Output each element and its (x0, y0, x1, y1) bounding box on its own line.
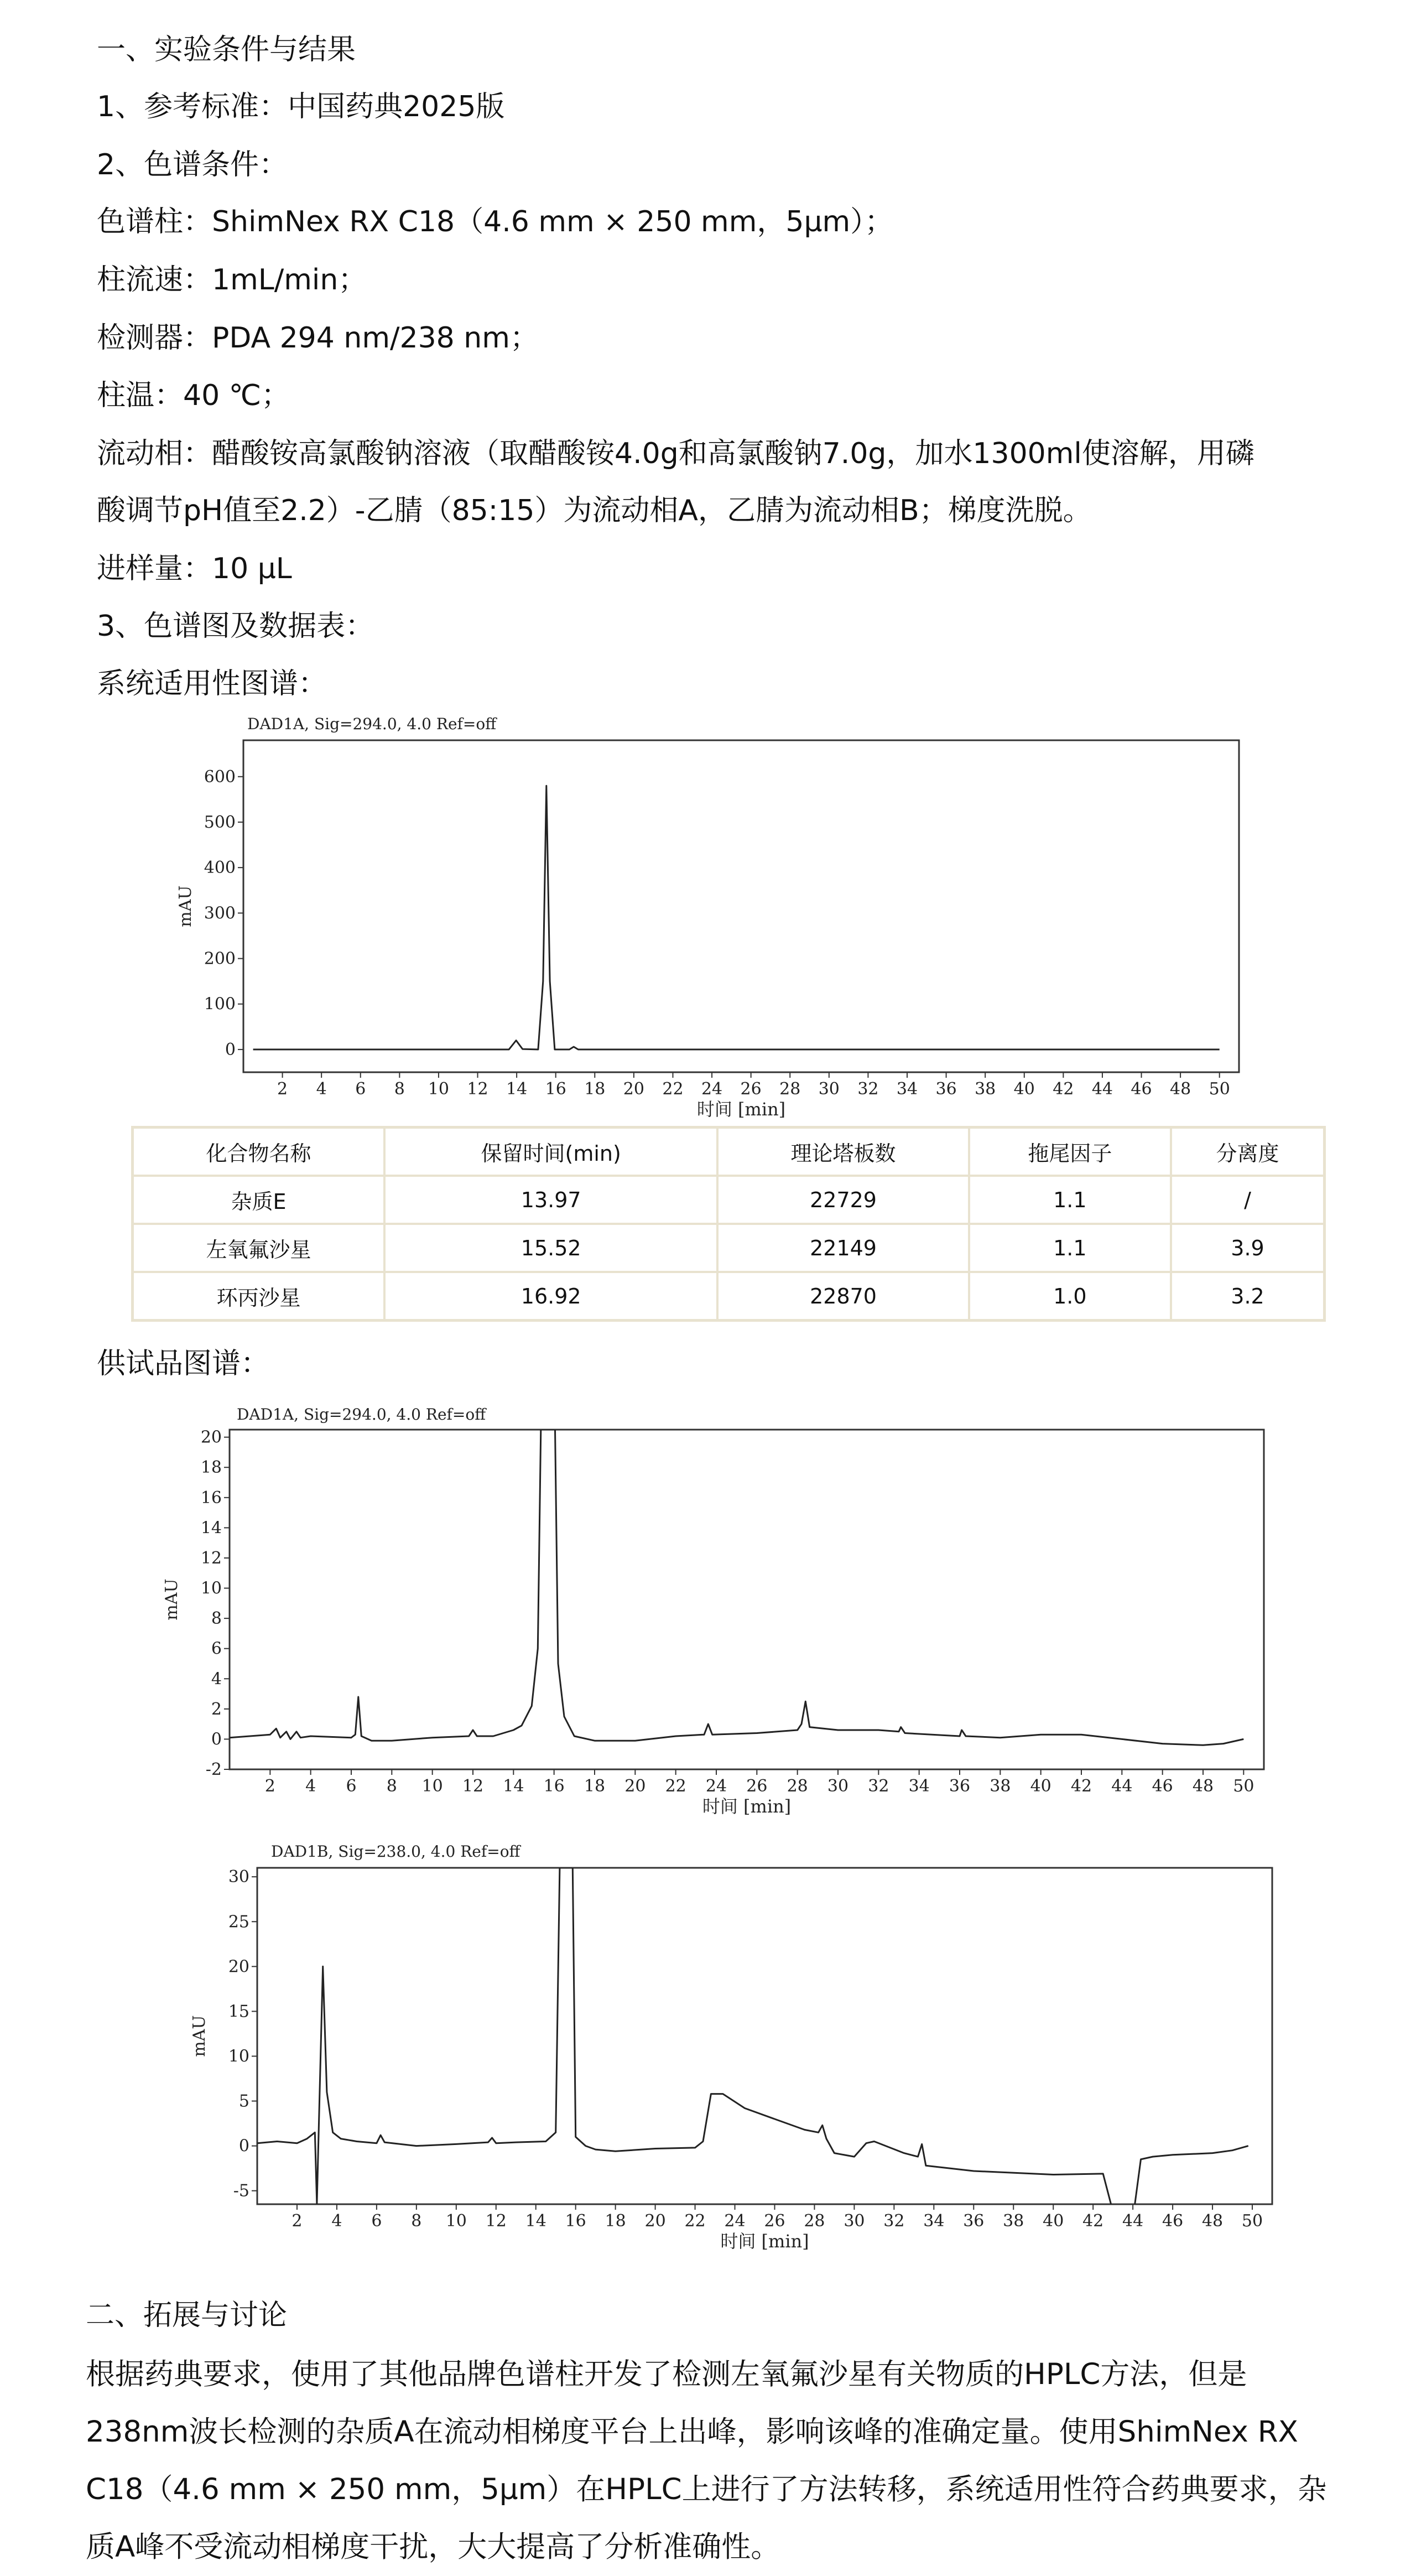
plot-frame (243, 740, 1239, 1072)
sample-title: 供试品图谱： (97, 1347, 270, 1380)
section2-title: 二、拓展与讨论 (86, 2299, 288, 2332)
table-cell: 3.9 (1171, 1224, 1325, 1272)
y-tick-label: 200 (204, 949, 236, 969)
x-tick-label: 24 (705, 1777, 727, 1796)
chart1-suitability (166, 736, 1250, 1134)
table-cell: 1.1 (969, 1176, 1171, 1224)
table-cell: 左氧氟沙星 (133, 1224, 384, 1272)
x-tick-label: 14 (525, 2211, 546, 2231)
series-line (230, 1430, 1243, 1745)
table-row (133, 1224, 1325, 1272)
x-tick-label: 6 (346, 1777, 357, 1796)
x-tick-label: 8 (394, 1079, 405, 1099)
column-temp: 柱温：40 ℃； (97, 379, 290, 412)
x-tick-label: 26 (746, 1777, 768, 1796)
table-cell: 22149 (717, 1224, 969, 1272)
table-header-cell: 拖尾因子 (969, 1128, 1171, 1176)
x-tick-label: 32 (868, 1777, 889, 1796)
x-tick-label: 44 (1091, 1079, 1113, 1099)
x-tick-label: 46 (1152, 1777, 1173, 1796)
y-tick-label: 20 (228, 1957, 249, 1977)
table-cell: 13.97 (384, 1176, 717, 1224)
x-tick-label: 38 (990, 1777, 1011, 1796)
x-tick-label: 10 (428, 1079, 450, 1099)
y-tick-label: 14 (200, 1518, 222, 1538)
plot-frame (230, 1430, 1264, 1769)
injection-volume: 进样量：10 μL (97, 552, 292, 585)
x-tick-label: 34 (896, 1079, 918, 1099)
x-tick-label: 32 (857, 1079, 879, 1099)
chart3-sample-238nm (183, 1865, 1283, 2268)
conditions-title: 2、色谱条件： (97, 148, 288, 181)
table-cell: 22870 (717, 1272, 969, 1321)
x-tick-label: 10 (421, 1777, 443, 1796)
x-tick-label: 4 (316, 1079, 327, 1099)
x-tick-label: 8 (411, 2211, 422, 2231)
data-table (131, 1126, 1326, 1322)
x-axis-label: 时间 [min] (696, 1099, 786, 1120)
table-cell: 1.1 (969, 1224, 1171, 1272)
x-tick-label: 8 (386, 1777, 397, 1796)
x-tick-label: 40 (1013, 1079, 1035, 1099)
x-tick-label: 50 (1209, 1079, 1230, 1099)
x-tick-label: 2 (264, 1777, 275, 1796)
x-tick-label: 22 (665, 1777, 686, 1796)
y-tick-label: 18 (200, 1458, 222, 1478)
x-tick-label: 12 (462, 1777, 484, 1796)
x-tick-label: 12 (467, 1079, 488, 1099)
y-axis-label: mAU (162, 1578, 181, 1621)
x-tick-label: 22 (684, 2211, 706, 2231)
series-line (1135, 2146, 1248, 2204)
x-tick-label: 24 (701, 1079, 723, 1099)
x-tick-label: 26 (764, 2211, 785, 2231)
table-row (133, 1272, 1325, 1321)
chart3-title: DAD1B, Sig=238.0, 4.0 Ref=off (271, 1842, 520, 1861)
x-tick-label: 48 (1192, 1777, 1214, 1796)
suitability-title: 系统适用性图谱： (97, 667, 327, 700)
y-tick-label: 12 (200, 1548, 222, 1568)
table-header-cell: 分离度 (1171, 1128, 1325, 1176)
x-tick-label: 30 (818, 1079, 840, 1099)
x-tick-label: 32 (883, 2211, 905, 2231)
series-line (253, 786, 1220, 1050)
x-tick-label: 30 (827, 1777, 849, 1796)
y-tick-label: 600 (204, 767, 236, 787)
table-cell: 15.52 (384, 1224, 717, 1272)
x-tick-label: 44 (1122, 2211, 1144, 2231)
table-cell: 1.0 (969, 1272, 1171, 1321)
x-tick-label: 28 (804, 2211, 825, 2231)
table-cell: 22729 (717, 1176, 969, 1224)
table-header-row (133, 1128, 1325, 1176)
y-tick-label: 10 (228, 2047, 249, 2066)
x-tick-label: 2 (291, 2211, 303, 2231)
x-tick-label: 42 (1070, 1777, 1092, 1796)
y-tick-label: -2 (205, 1760, 222, 1779)
y-tick-label: 30 (228, 1867, 249, 1887)
y-tick-label: 16 (200, 1488, 222, 1508)
x-tick-label: 18 (605, 2211, 626, 2231)
x-tick-label: 24 (724, 2211, 746, 2231)
x-tick-label: 6 (355, 1079, 366, 1099)
x-tick-label: 36 (949, 1777, 971, 1796)
y-tick-label: 20 (200, 1427, 222, 1447)
y-axis-label: mAU (176, 885, 195, 927)
x-tick-label: 20 (624, 1777, 646, 1796)
x-tick-label: 40 (1043, 2211, 1064, 2231)
x-tick-label: 28 (787, 1777, 808, 1796)
x-tick-label: 36 (963, 2211, 985, 2231)
x-tick-label: 18 (584, 1777, 606, 1796)
x-tick-label: 16 (545, 1079, 566, 1099)
table-header-cell: 保留时间(min) (384, 1128, 717, 1176)
table-cell: 16.92 (384, 1272, 717, 1321)
x-tick-label: 36 (935, 1079, 957, 1099)
table-header-cell: 理论塔板数 (717, 1128, 969, 1176)
y-tick-label: 15 (228, 2002, 249, 2022)
x-tick-label: 22 (662, 1079, 684, 1099)
x-tick-label: 38 (1003, 2211, 1024, 2231)
flow-rate: 柱流速：1mL/min； (97, 263, 367, 297)
y-tick-label: 0 (238, 2136, 249, 2156)
x-tick-label: 26 (740, 1079, 762, 1099)
table-row (133, 1176, 1325, 1224)
x-tick-label: 34 (908, 1777, 930, 1796)
y-axis-label: mAU (190, 2015, 209, 2057)
chart1-title: DAD1A, Sig=294.0, 4.0 Ref=off (247, 715, 497, 733)
x-tick-label: 42 (1053, 1079, 1074, 1099)
x-tick-label: 28 (779, 1079, 801, 1099)
x-tick-label: 2 (277, 1079, 288, 1099)
column-spec: 色谱柱：ShimNex RX C18（4.6 mm × 250 mm，5μm）； (97, 205, 894, 238)
y-tick-label: 5 (238, 2091, 249, 2111)
y-tick-label: -5 (233, 2181, 249, 2201)
series-line (257, 1868, 1111, 2204)
x-tick-label: 46 (1131, 1079, 1152, 1099)
y-tick-label: 0 (211, 1730, 222, 1749)
x-tick-label: 46 (1162, 2211, 1184, 2231)
table-header-cell: 化合物名称 (133, 1128, 384, 1176)
x-tick-label: 10 (445, 2211, 467, 2231)
x-tick-label: 6 (371, 2211, 382, 2231)
x-axis-label: 时间 [min] (702, 1796, 792, 1817)
y-tick-label: 100 (204, 994, 236, 1014)
chart2-title: DAD1A, Sig=294.0, 4.0 Ref=off (237, 1405, 486, 1424)
y-tick-label: 8 (211, 1609, 222, 1629)
mobile-phase-line1: 流动相：醋酸铵高氯酸钠溶液（取醋酸铵4.0g和高氯酸钠7.0g，加水1300ml使溶解，用磷 (97, 437, 1254, 470)
x-tick-label: 48 (1201, 2211, 1224, 2231)
y-tick-label: 500 (204, 812, 236, 832)
table-cell: / (1171, 1176, 1325, 1224)
discussion-paragraph: 根据药典要求，使用了其他品牌色谱柱开发了检测左氧氟沙星有关物质的HPLC方法，但是238nm波长检测的杂质A在流动相梯度平台上出峰，影响该峰的准确定量。使用ShimNex RX C18（4.6 mm × 250 mm，5μm）在HPLC上进行了方法转移，系统适用性符合药典要求，杂质A峰不受流动相梯度干扰，大大提高了分析准确性。 (86, 2357, 1327, 2564)
y-tick-label: 6 (211, 1639, 222, 1659)
y-tick-label: 2 (211, 1699, 222, 1719)
x-tick-label: 44 (1111, 1777, 1133, 1796)
x-tick-label: 50 (1241, 2211, 1263, 2231)
section1-title: 一、实验条件与结果 (97, 33, 356, 66)
x-tick-label: 14 (503, 1777, 524, 1796)
x-axis-label: 时间 [min] (720, 2231, 809, 2252)
y-tick-label: 4 (211, 1669, 222, 1689)
reference-standard: 1、参考标准：中国药典2025版 (97, 90, 505, 123)
mobile-phase-line2: 酸调节pH值至2.2）-乙腈（85:15）为流动相A，乙腈为流动相B；梯度洗脱。 (97, 494, 1092, 527)
y-tick-label: 0 (225, 1040, 236, 1060)
x-tick-label: 30 (844, 2211, 865, 2231)
x-tick-label: 4 (331, 2211, 342, 2231)
x-tick-label: 4 (305, 1777, 316, 1796)
x-tick-label: 48 (1170, 1079, 1191, 1099)
x-tick-label: 12 (485, 2211, 507, 2231)
x-tick-label: 16 (565, 2211, 586, 2231)
table-cell: 3.2 (1171, 1272, 1325, 1321)
table-cell: 环丙沙星 (133, 1272, 384, 1321)
plot-frame (257, 1868, 1272, 2204)
x-tick-label: 20 (644, 2211, 666, 2231)
y-tick-label: 300 (204, 903, 236, 923)
figures-title: 3、色谱图及数据表： (97, 610, 374, 643)
x-tick-label: 40 (1030, 1777, 1051, 1796)
x-tick-label: 20 (623, 1079, 644, 1099)
y-tick-label: 10 (200, 1578, 222, 1598)
detector: 检测器：PDA 294 nm/238 nm； (97, 321, 539, 355)
x-tick-label: 14 (506, 1079, 528, 1099)
y-tick-label: 25 (228, 1912, 249, 1932)
table-cell: 杂质E (133, 1176, 384, 1224)
x-tick-label: 18 (584, 1079, 606, 1099)
y-tick-label: 400 (204, 858, 236, 878)
x-tick-label: 16 (543, 1777, 565, 1796)
x-tick-label: 42 (1082, 2211, 1104, 2231)
chart2-sample-294nm (160, 1426, 1272, 1827)
x-tick-label: 50 (1233, 1777, 1254, 1796)
x-tick-label: 38 (975, 1079, 996, 1099)
x-tick-label: 34 (923, 2211, 945, 2231)
